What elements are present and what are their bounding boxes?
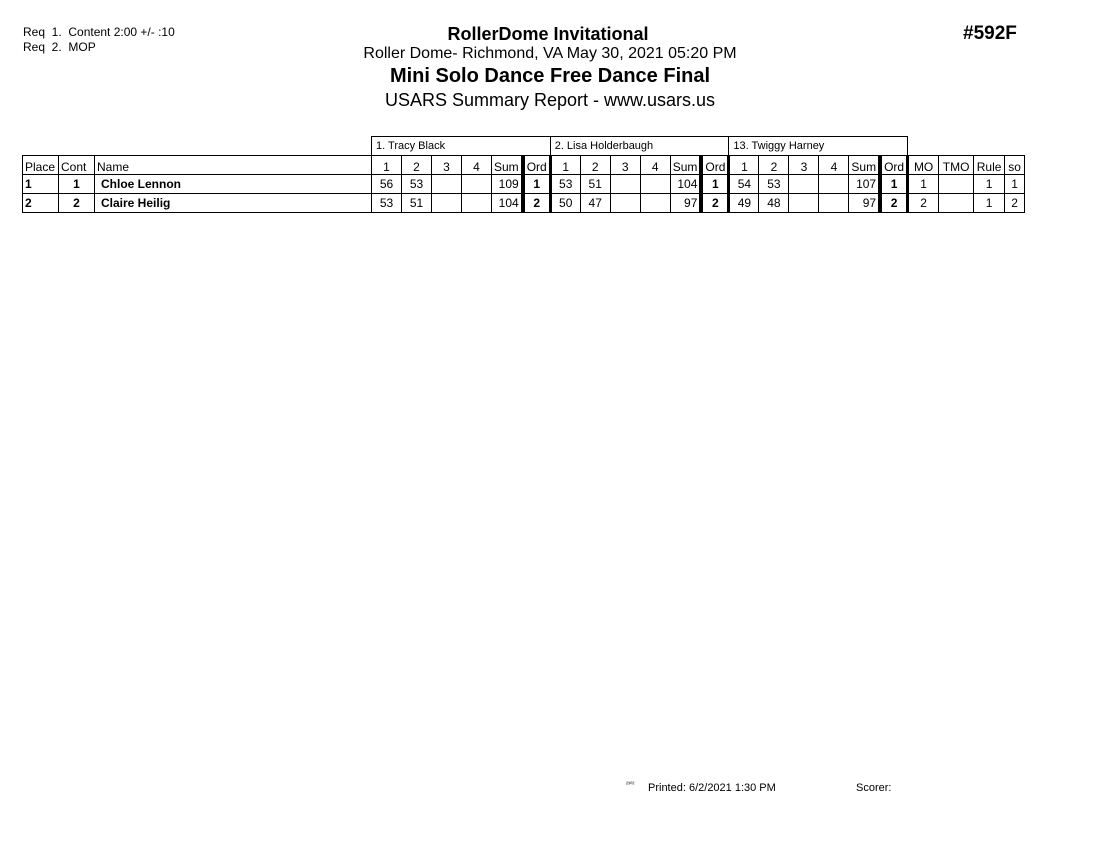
row-j1-s2: 51	[402, 194, 432, 213]
event-title: Mini Solo Dance Free Dance Final	[389, 65, 711, 87]
row-so: 2	[1005, 194, 1025, 213]
table-row	[23, 175, 1025, 194]
col-j3-score-2: 2	[759, 156, 789, 175]
col-name: Name	[95, 156, 372, 175]
col-j3-score-4: 4	[819, 156, 849, 175]
row-j1-sum: 109	[492, 175, 523, 194]
scorer-label: Scorer:	[856, 782, 892, 794]
col-tmo: TMO	[939, 156, 974, 175]
row-j3-s3	[789, 194, 819, 213]
col-j1-score-4: 4	[462, 156, 492, 175]
col-j3-score-3: 3	[789, 156, 819, 175]
judge-3-name: 13. Twiggy Harney	[729, 137, 908, 156]
footer-code: ²³⁰²	[626, 782, 635, 788]
row-j1-s3	[432, 194, 462, 213]
col-j3-score-1: 1	[729, 156, 759, 175]
row-j1-s4	[462, 175, 492, 194]
row-j1-s2: 53	[402, 175, 432, 194]
row-j2-ord: 1	[701, 175, 729, 194]
row-j2-s3	[610, 194, 640, 213]
col-j3-ord: Ord	[880, 156, 908, 175]
col-rule: Rule	[974, 156, 1005, 175]
row-tmo	[939, 175, 974, 194]
row-mo: 1	[908, 175, 939, 194]
row-j3-ord: 1	[880, 175, 908, 194]
row-j2-s2: 47	[580, 194, 610, 213]
requirement-2: Req 2. MOP	[23, 40, 96, 54]
col-j1-ord: Ord	[523, 156, 551, 175]
row-j2-ord: 2	[701, 194, 729, 213]
row-j2-s2: 51	[580, 175, 610, 194]
col-j2-score-3: 3	[610, 156, 640, 175]
event-number: #592F	[963, 23, 1017, 44]
competition-title: RollerDome Invitational	[447, 24, 649, 44]
row-j3-s1: 54	[729, 175, 759, 194]
col-j1-sum: Sum	[492, 156, 523, 175]
col-j1-score-2: 2	[402, 156, 432, 175]
row-cont: 2	[59, 194, 95, 213]
row-j2-s1: 53	[550, 175, 580, 194]
row-tmo	[939, 194, 974, 213]
row-j1-s1: 56	[372, 175, 402, 194]
row-j2-sum: 97	[670, 194, 701, 213]
row-j3-sum: 97	[849, 194, 880, 213]
judge-2-name: 2. Lisa Holderbaugh	[550, 137, 729, 156]
row-j3-sum: 107	[849, 175, 880, 194]
table-row	[23, 194, 1025, 213]
col-j1-score-1: 1	[372, 156, 402, 175]
row-so: 1	[1005, 175, 1025, 194]
row-j1-s3	[432, 175, 462, 194]
row-j3-s2: 48	[759, 194, 789, 213]
row-j3-s1: 49	[729, 194, 759, 213]
row-j3-s2: 53	[759, 175, 789, 194]
row-j1-ord: 1	[523, 175, 551, 194]
row-j2-s4	[640, 194, 670, 213]
printed-timestamp: Printed: 6/2/2021 1:30 PM	[648, 782, 776, 794]
col-j1-score-3: 3	[432, 156, 462, 175]
row-place: 1	[23, 175, 59, 194]
row-mo: 2	[908, 194, 939, 213]
judge-row-spacer-right	[908, 137, 1025, 156]
row-j3-s4	[819, 175, 849, 194]
row-name: Chloe Lennon	[95, 175, 372, 194]
judge-row-spacer	[23, 137, 372, 156]
col-j2-sum: Sum	[670, 156, 701, 175]
column-header-row	[23, 156, 1025, 175]
col-j2-ord: Ord	[701, 156, 729, 175]
judge-header-row	[23, 137, 1025, 156]
row-j1-ord: 2	[523, 194, 551, 213]
row-cont: 1	[59, 175, 95, 194]
row-place: 2	[23, 194, 59, 213]
col-place: Place	[23, 156, 59, 175]
row-j3-s4	[819, 194, 849, 213]
judge-1-name: 1. Tracy Black	[372, 137, 551, 156]
row-j1-sum: 104	[492, 194, 523, 213]
row-name: Claire Heilig	[95, 194, 372, 213]
row-j2-s4	[640, 175, 670, 194]
col-so: so	[1005, 156, 1025, 175]
row-j3-s3	[789, 175, 819, 194]
col-mo: MO	[908, 156, 939, 175]
row-rule: 1	[974, 194, 1005, 213]
col-j2-score-2: 2	[580, 156, 610, 175]
report-title: USARS Summary Report - www.usars.us	[384, 90, 716, 110]
row-rule: 1	[974, 175, 1005, 194]
col-j3-sum: Sum	[849, 156, 880, 175]
requirement-1: Req 1. Content 2:00 +/- :10	[23, 25, 175, 39]
competition-location: Roller Dome- Richmond, VA May 30, 2021 05:20 PM	[363, 45, 737, 62]
row-j2-s1: 50	[550, 194, 580, 213]
col-j2-score-4: 4	[640, 156, 670, 175]
row-j2-s3	[610, 175, 640, 194]
results-table	[22, 136, 1025, 213]
row-j3-ord: 2	[880, 194, 908, 213]
row-j1-s1: 53	[372, 194, 402, 213]
row-j2-sum: 104	[670, 175, 701, 194]
row-j1-s4	[462, 194, 492, 213]
col-j2-score-1: 1	[550, 156, 580, 175]
col-cont: Cont	[59, 156, 95, 175]
